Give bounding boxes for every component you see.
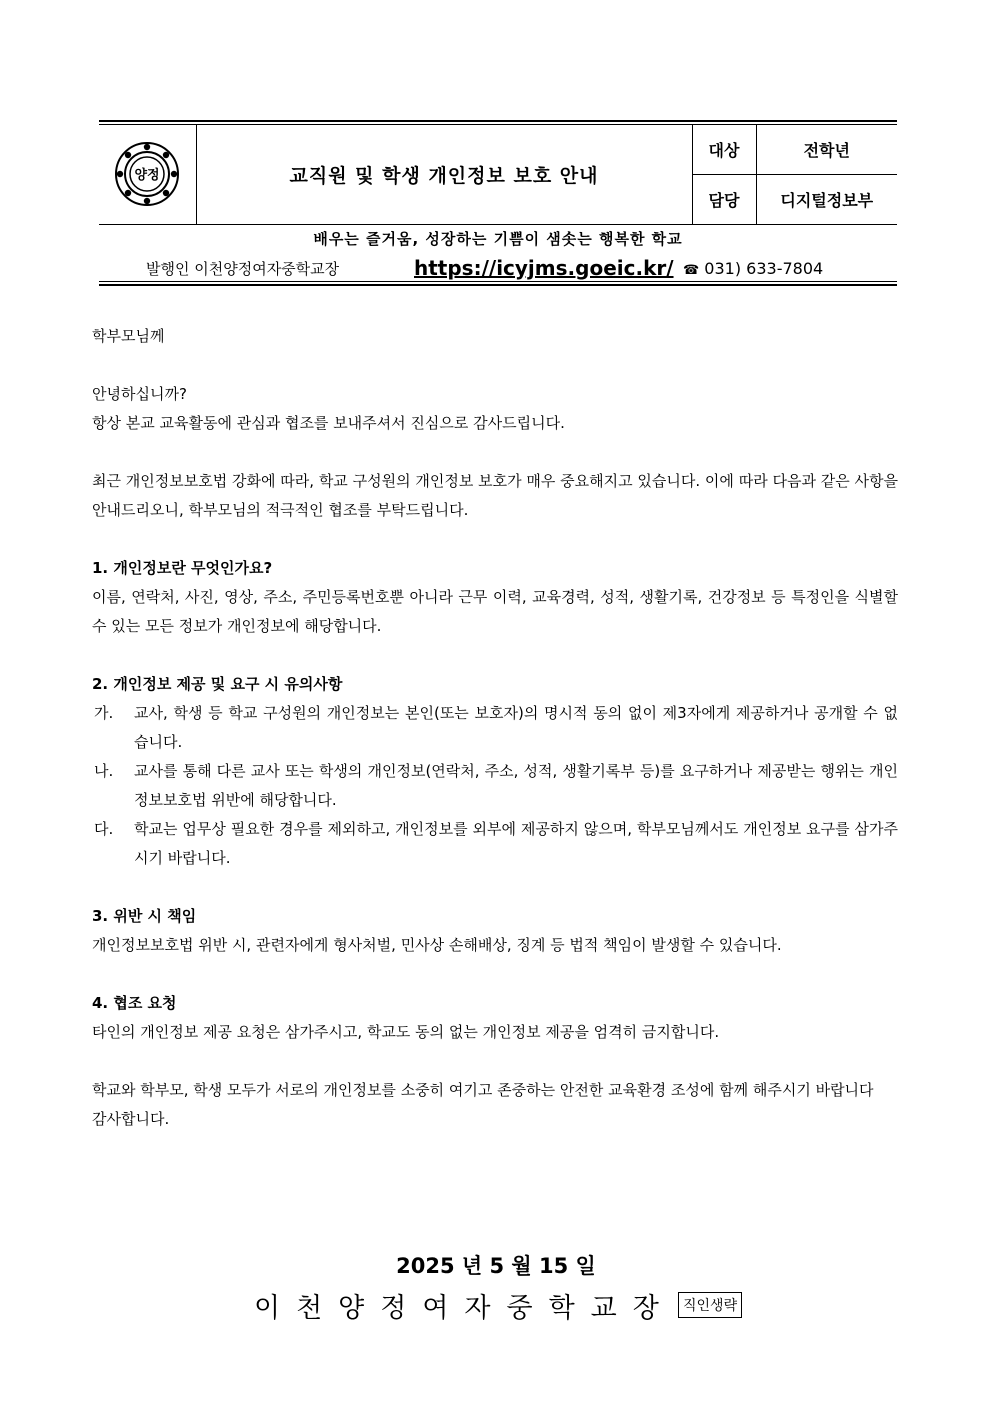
issue-date: 2025 년 5 월 15 일 bbox=[396, 1254, 596, 1278]
school-logo-cell bbox=[99, 125, 196, 224]
intro-paragraph: 최근 개인정보보호법 강화에 따라, 학교 구성원의 개인정보 보호가 매우 중요해지고 있습니다. 이에 따라 다음과 같은 사항을 안내드리오니, 학부모님의 적극적인 협조를 부탁드립니다. bbox=[92, 472, 898, 519]
header-table bbox=[99, 125, 897, 225]
thanks-closing: 감사합니다. bbox=[92, 1110, 170, 1128]
thanks-line: 항상 본교 교육활동에 관심과 협조를 보내주셔서 진심으로 감사드립니다. bbox=[92, 414, 565, 432]
salutation: 학부모님께 bbox=[92, 327, 165, 345]
phone-number bbox=[683, 259, 823, 278]
school-motto: 배우는 즐거움, 성장하는 기쁨이 샘솟는 행복한 학교 bbox=[313, 230, 683, 248]
school-emblem-text: 양정 bbox=[134, 168, 160, 184]
item-text: 학교는 업무상 필요한 경우를 제외하고, 개인정보를 외부에 제공하지 않으며, 학부모님께서도 개인정보 요구를 삼가주시기 바랍니다. bbox=[134, 820, 898, 867]
target-label: 대상 bbox=[708, 140, 740, 160]
manager-label-cell bbox=[692, 174, 756, 224]
section1-body: 이름, 연락처, 사진, 영상, 주소, 주민등록번호뿐 아니라 근무 이력, 교육경력, 성적, 생활기록, 건강정보 등 특정인을 식별할 수 있는 모든 정보가 개인정보에 해당합니다. bbox=[92, 588, 898, 635]
target-value-cell bbox=[756, 125, 897, 174]
section4-body: 타인의 개인정보 제공 요청은 삼가주시고, 학교도 동의 없는 개인정보 제공을 엄격히 금지합니다. bbox=[92, 1023, 720, 1041]
phone-text: 031) 633-7804 bbox=[704, 259, 824, 278]
school-emblem-icon bbox=[114, 141, 180, 207]
manager-value: 디지털정보부 bbox=[780, 190, 874, 210]
section1-title: 1. 개인정보란 무엇인가요? bbox=[92, 559, 273, 577]
section4-title: 4. 협조 요청 bbox=[92, 994, 177, 1012]
item-marker: 가. bbox=[94, 704, 114, 722]
target-value: 전학년 bbox=[803, 140, 850, 160]
target-label-cell bbox=[692, 125, 756, 174]
header-bottom-rule-thin bbox=[99, 281, 897, 282]
item-marker: 나. bbox=[94, 762, 114, 780]
school-url-link[interactable]: https://icyjms.goeic.kr/ bbox=[414, 256, 674, 280]
publisher: 발행인 이천양정여자중학교장 bbox=[146, 260, 340, 278]
section2-item-3 bbox=[92, 815, 898, 873]
header-bottom-rule-thick bbox=[99, 284, 897, 286]
closing-paragraph: 학교와 학부모, 학생 모두가 서로의 개인정보를 소중히 여기고 존중하는 안전한 교육환경 조성에 함께 해주시기 바랍니다 bbox=[92, 1081, 874, 1099]
section3-title: 3. 위반 시 책임 bbox=[92, 907, 197, 925]
manager-label: 담당 bbox=[708, 190, 740, 210]
greeting: 안녕하십니까? bbox=[92, 385, 187, 403]
manager-value-cell bbox=[756, 174, 897, 224]
document-title-cell bbox=[196, 125, 692, 224]
section2-item-2 bbox=[92, 757, 898, 815]
section2-item-1 bbox=[92, 699, 898, 757]
header-top-rule-thick bbox=[99, 120, 897, 122]
section2-title: 2. 개인정보 제공 및 요구 시 유의사항 bbox=[92, 675, 343, 693]
seal-omitted-stamp: 직인생략 bbox=[678, 1292, 742, 1318]
document-title: 교직원 및 학생 개인정보 보호 안내 bbox=[289, 164, 599, 187]
section3-body: 개인정보보호법 위반 시, 관련자에게 형사처벌, 민사상 손해배상, 징계 등 법적 책임이 발생할 수 있습니다. bbox=[92, 936, 782, 954]
item-marker: 다. bbox=[94, 820, 114, 838]
phone-icon: ☎ bbox=[683, 263, 700, 278]
item-text: 교사를 통해 다른 교사 또는 학생의 개인정보(연락처, 주소, 성적, 생활기록부 등)를 요구하거나 제공받는 행위는 개인정보보호법 위반에 해당합니다. bbox=[134, 762, 898, 809]
signer-name: 이천양정여자중학교장 bbox=[254, 1293, 675, 1324]
item-text: 교사, 학생 등 학교 구성원의 개인정보는 본인(또는 보호자)의 명시적 동의 없이 제3자에게 제공하거나 공개할 수 없습니다. bbox=[134, 704, 898, 751]
letter-body bbox=[92, 322, 898, 1134]
